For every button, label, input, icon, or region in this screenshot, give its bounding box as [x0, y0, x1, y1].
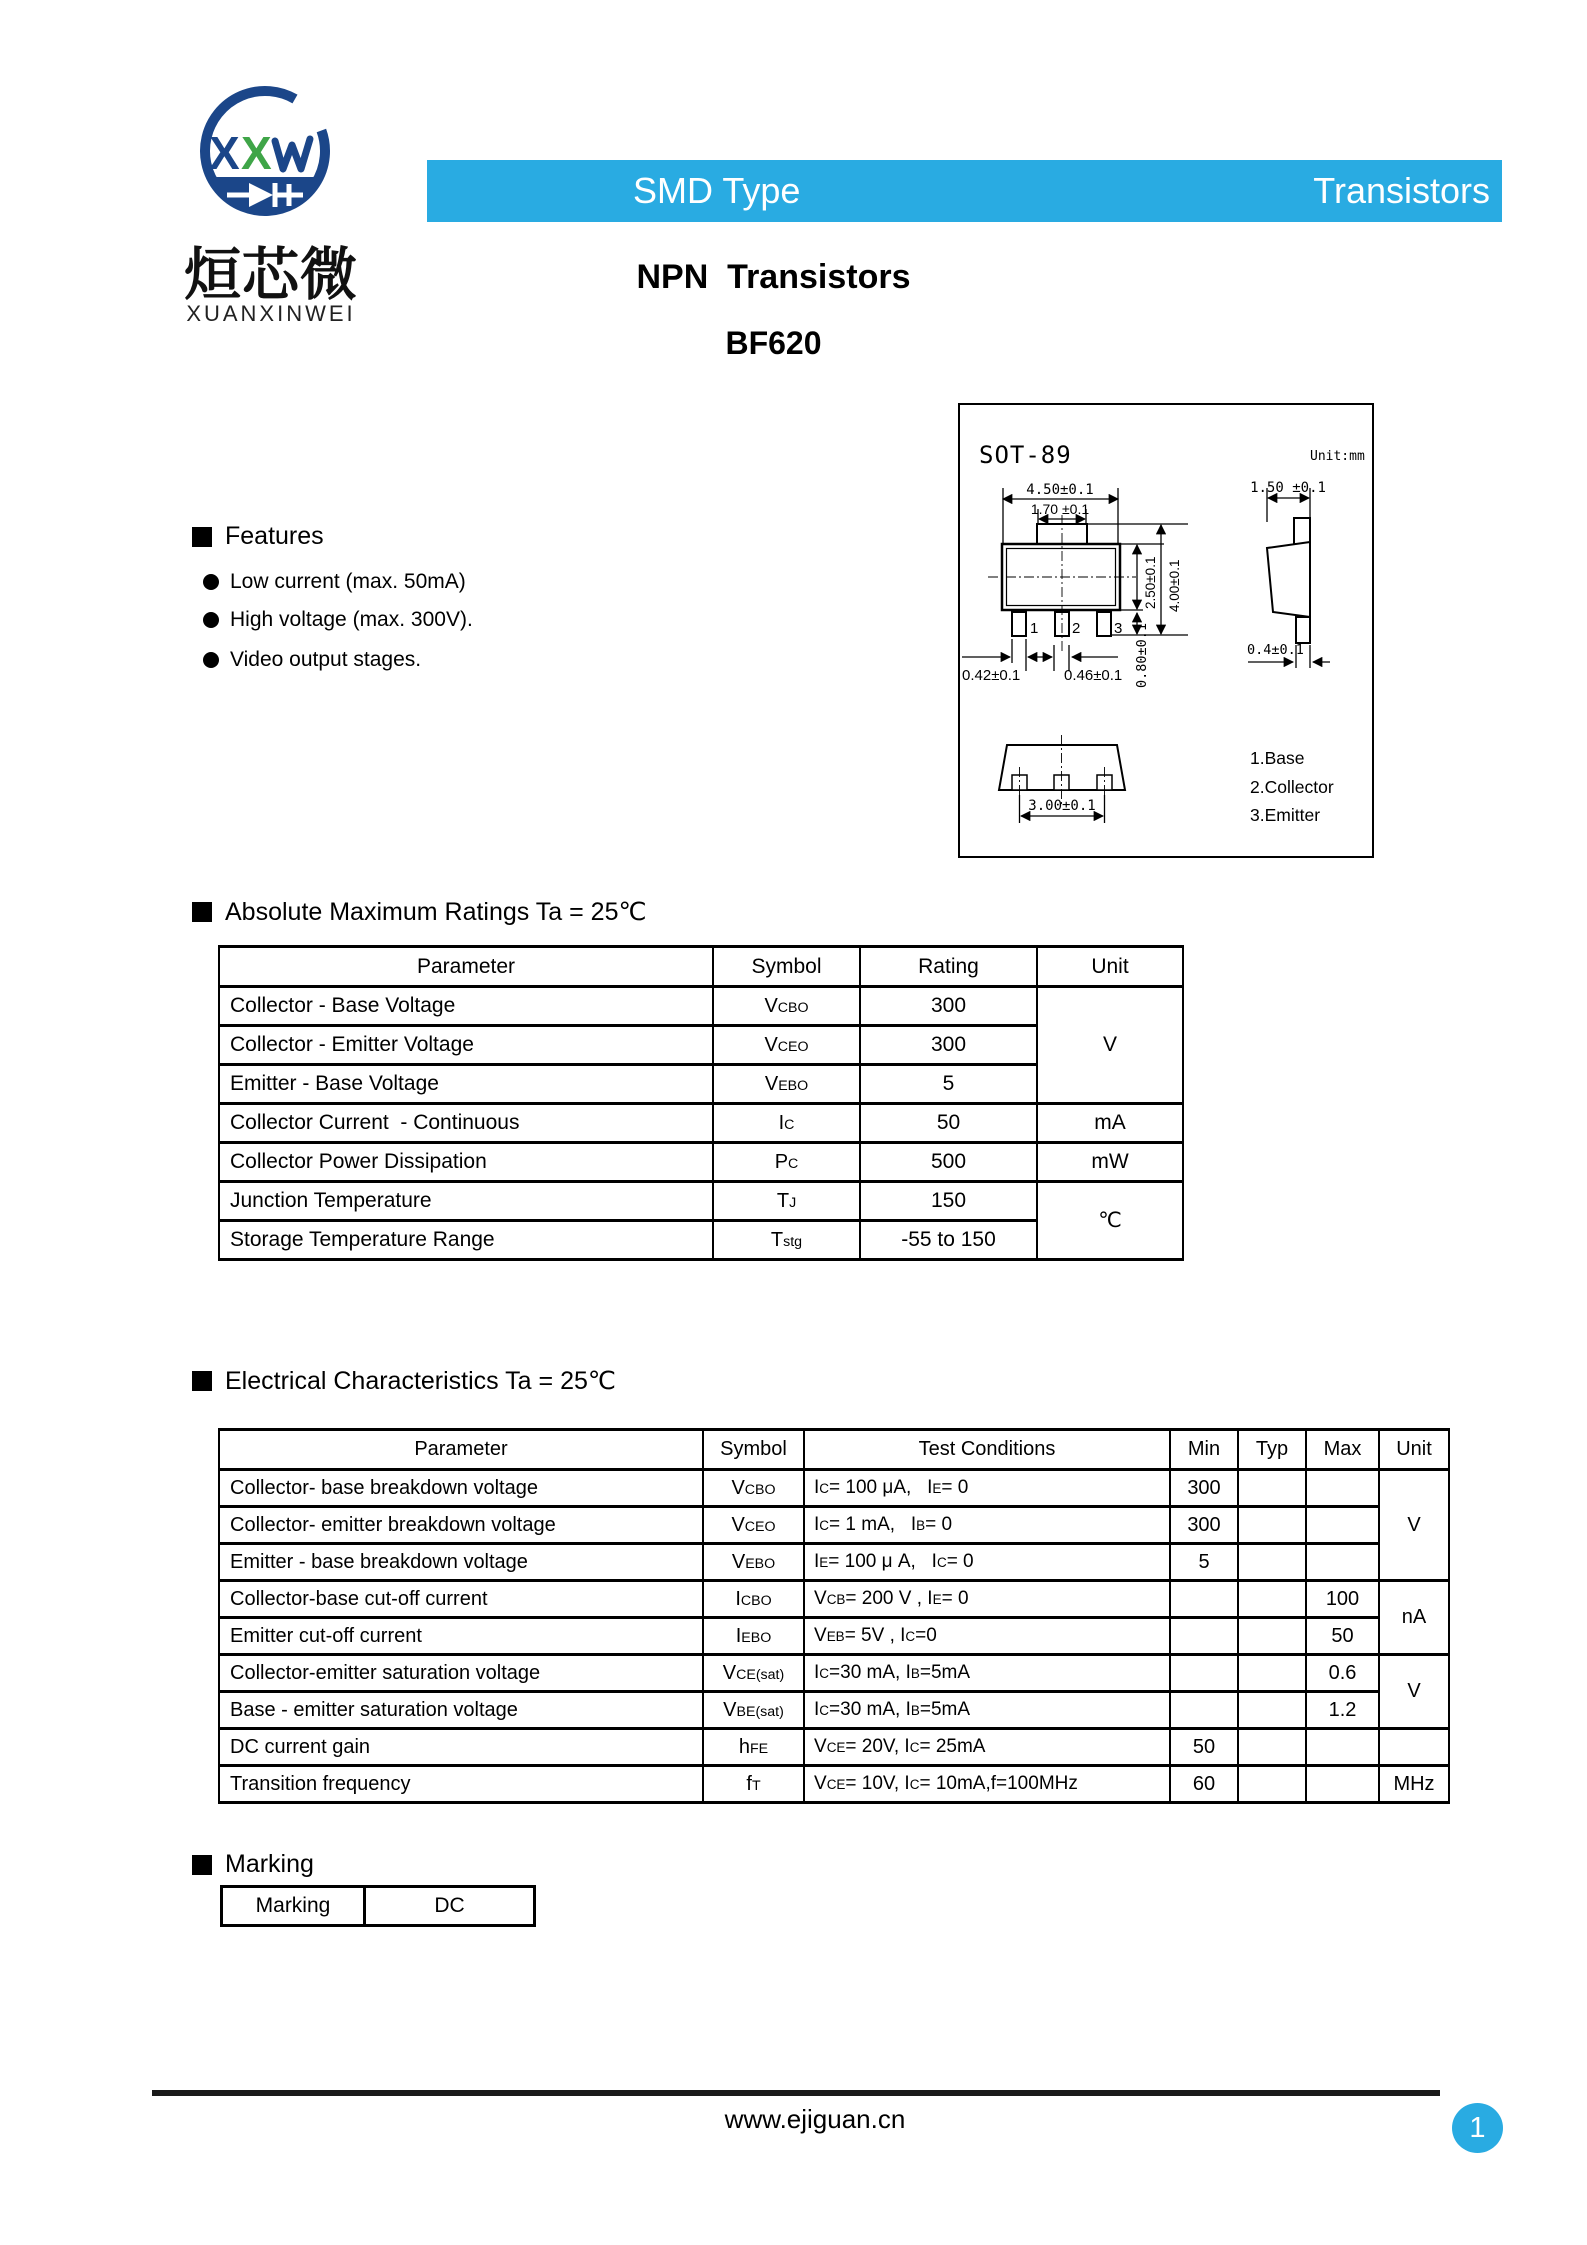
- table-row: [222, 1887, 535, 1926]
- company-name-cn: 烜芯微: [184, 243, 358, 307]
- page-number: 1: [1469, 2111, 1486, 2144]
- parameter-cell: Collector Current - Continuous: [219, 1104, 713, 1143]
- title-block: [0, 258, 1547, 362]
- max-cell: [1306, 1507, 1379, 1544]
- bullet-dot-icon: [203, 612, 219, 628]
- parameter-cell: Collector- emitter breakdown voltage: [219, 1507, 703, 1544]
- min-cell: 300: [1170, 1507, 1238, 1544]
- parameter-cell: DC current gain: [219, 1729, 703, 1766]
- table-row: [219, 1766, 1449, 1803]
- conditions-cell: IE= 100 μ A, IC= 0: [804, 1544, 1170, 1581]
- elec-heading: [192, 1366, 616, 1396]
- unit-cell: V: [1379, 1655, 1449, 1729]
- parameter-cell: Transition frequency: [219, 1766, 703, 1803]
- pin-legend-collector: 2.Collector: [1250, 777, 1334, 797]
- conditions-cell: IC=30 mA, IB=5mA: [804, 1655, 1170, 1692]
- banner-left-label: SMD Type: [633, 170, 801, 211]
- elec-table: [218, 1428, 1450, 1804]
- marking-table: [220, 1885, 536, 1927]
- max-cell: 50: [1306, 1618, 1379, 1655]
- svg-text:X: X: [209, 127, 240, 179]
- feature-item-label: Video output stages.: [230, 648, 422, 671]
- package-name: SOT-89: [979, 441, 1072, 469]
- abs-max-table: [218, 945, 1184, 1261]
- symbol-cell: VEBO: [713, 1065, 860, 1104]
- dim-lead-width: 0.46±0.1: [1064, 667, 1123, 684]
- symbol-cell: hFE: [703, 1729, 804, 1766]
- unit-cell: mA: [1037, 1104, 1183, 1143]
- feature-item: [203, 648, 421, 672]
- dim-side-width: 1.50 ±0.1: [1250, 480, 1326, 496]
- marking-value-cell: DC: [365, 1887, 535, 1926]
- page-title: NPN Transistors: [636, 258, 911, 296]
- dim-lead-length: 0.80±0.1: [1134, 622, 1150, 688]
- section-square-icon: [192, 527, 212, 547]
- dim-lead-thickness: 0.4±0.1: [1247, 642, 1304, 658]
- col-max: Max: [1306, 1430, 1379, 1470]
- typ-cell: [1238, 1470, 1306, 1507]
- header-banner: [427, 160, 1502, 222]
- table-row: [219, 1692, 1449, 1729]
- table-row: [219, 987, 1183, 1026]
- feature-item-label: Low current (max. 50mA): [230, 570, 466, 593]
- min-cell: 300: [1170, 1470, 1238, 1507]
- conditions-cell: VCE= 20V, IC= 25mA: [804, 1729, 1170, 1766]
- package-drawing-box: [958, 403, 1374, 858]
- section-square-icon: [192, 1855, 212, 1875]
- typ-cell: [1238, 1618, 1306, 1655]
- parameter-cell: Storage Temperature Range: [219, 1221, 713, 1260]
- rating-cell: -55 to 150: [860, 1221, 1037, 1260]
- dim-body-height: 2.50±0.1: [1143, 556, 1158, 609]
- conditions-cell: IC= 1 mA, IB= 0: [804, 1507, 1170, 1544]
- typ-cell: [1238, 1581, 1306, 1618]
- symbol-cell: VEBO: [703, 1544, 804, 1581]
- rating-cell: 300: [860, 1026, 1037, 1065]
- max-cell: [1306, 1544, 1379, 1581]
- dim-total-height: 4.00±0.1: [1167, 559, 1182, 612]
- feature-item-label: High voltage (max. 300V).: [230, 608, 473, 631]
- table-row: [219, 1507, 1449, 1544]
- abs-max-heading-label: Absolute Maximum Ratings Ta = 25℃: [225, 898, 647, 926]
- parameter-cell: Collector Power Dissipation: [219, 1143, 713, 1182]
- parameter-cell: Collector-emitter saturation voltage: [219, 1655, 703, 1692]
- symbol-cell: IC: [713, 1104, 860, 1143]
- pin-number-1: 1: [1030, 620, 1039, 637]
- table-header-row: [219, 947, 1183, 987]
- symbol-cell: IEBO: [703, 1618, 804, 1655]
- dim-lead-left: 0.42±0.1: [962, 667, 1021, 684]
- dim-bottom-pitch: 3.00±0.1: [1028, 798, 1096, 814]
- part-number: BF620: [725, 325, 822, 361]
- pin-number-3: 3: [1114, 620, 1123, 637]
- unit-cell: V: [1379, 1470, 1449, 1581]
- bullet-dot-icon: [203, 652, 219, 668]
- max-cell: [1306, 1766, 1379, 1803]
- package-unit: Unit:mm: [1310, 449, 1365, 464]
- symbol-cell: VCBO: [703, 1470, 804, 1507]
- symbol-cell: PC: [713, 1143, 860, 1182]
- pin-legend-base: 1.Base: [1250, 748, 1305, 768]
- typ-cell: [1238, 1507, 1306, 1544]
- symbol-cell: TJ: [713, 1182, 860, 1221]
- section-square-icon: [192, 1371, 212, 1391]
- typ-cell: [1238, 1544, 1306, 1581]
- unit-cell: nA: [1379, 1581, 1449, 1655]
- typ-cell: [1238, 1766, 1306, 1803]
- unit-cell: MHz: [1379, 1766, 1449, 1803]
- parameter-cell: Collector- base breakdown voltage: [219, 1470, 703, 1507]
- min-cell: 5: [1170, 1544, 1238, 1581]
- col-rating: Rating: [860, 947, 1037, 987]
- parameter-cell: Emitter - base breakdown voltage: [219, 1544, 703, 1581]
- conditions-cell: IC= 100 μA, IE= 0: [804, 1470, 1170, 1507]
- col-symbol: Symbol: [703, 1430, 804, 1470]
- table-row: [219, 1729, 1449, 1766]
- conditions-cell: VCE= 10V, IC= 10mA,f=100MHz: [804, 1766, 1170, 1803]
- marking-heading-label: Marking: [225, 1850, 314, 1878]
- dim-top-width: 4.50±0.1: [1026, 482, 1094, 498]
- unit-cell: [1379, 1729, 1449, 1766]
- pin-legend-emitter: 3.Emitter: [1250, 805, 1321, 825]
- parameter-cell: Collector-base cut-off current: [219, 1581, 703, 1618]
- company-name-en: XUANXINWEI: [186, 301, 356, 326]
- min-cell: 50: [1170, 1729, 1238, 1766]
- typ-cell: [1238, 1655, 1306, 1692]
- col-unit: Unit: [1379, 1430, 1449, 1470]
- max-cell: 100: [1306, 1581, 1379, 1618]
- symbol-cell: VCE(sat): [703, 1655, 804, 1692]
- unit-cell: mW: [1037, 1143, 1183, 1182]
- table-row: [219, 1581, 1449, 1618]
- marking-label-cell: Marking: [222, 1887, 365, 1926]
- symbol-cell: VBE(sat): [703, 1692, 804, 1729]
- max-cell: [1306, 1470, 1379, 1507]
- rating-cell: 500: [860, 1143, 1037, 1182]
- dim-tab-width: 1.70 ±0.1: [1030, 501, 1090, 517]
- unit-cell: V: [1037, 987, 1183, 1104]
- min-cell: [1170, 1581, 1238, 1618]
- min-cell: 60: [1170, 1766, 1238, 1803]
- feature-item: [203, 570, 466, 594]
- col-typ: Typ: [1238, 1430, 1306, 1470]
- min-cell: [1170, 1655, 1238, 1692]
- col-test-conditions: Test Conditions: [804, 1430, 1170, 1470]
- features-heading-label: Features: [225, 522, 324, 550]
- footer-website: www.ejiguan.cn: [724, 2104, 906, 2134]
- symbol-cell: VCBO: [713, 987, 860, 1026]
- col-parameter: Parameter: [219, 947, 713, 987]
- parameter-cell: Base - emitter saturation voltage: [219, 1692, 703, 1729]
- col-unit: Unit: [1037, 947, 1183, 987]
- elec-heading-label: Electrical Characteristics Ta = 25℃: [225, 1367, 616, 1395]
- table-row: [219, 1104, 1183, 1143]
- conditions-cell: IC=30 mA, IB=5mA: [804, 1692, 1170, 1729]
- max-cell: 0.6: [1306, 1655, 1379, 1692]
- parameter-cell: Junction Temperature: [219, 1182, 713, 1221]
- symbol-cell: ICBO: [703, 1581, 804, 1618]
- typ-cell: [1238, 1692, 1306, 1729]
- footer-divider: [152, 2090, 1440, 2096]
- symbol-cell: VCEO: [713, 1026, 860, 1065]
- max-cell: 1.2: [1306, 1692, 1379, 1729]
- typ-cell: [1238, 1729, 1306, 1766]
- symbol-cell: fT: [703, 1766, 804, 1803]
- table-row: [219, 1655, 1449, 1692]
- table-row: [219, 1544, 1449, 1581]
- svg-text:X: X: [241, 127, 272, 179]
- company-logo-icon: [197, 85, 333, 225]
- min-cell: [1170, 1618, 1238, 1655]
- table-row: [219, 1470, 1449, 1507]
- table-row: [219, 1182, 1183, 1221]
- col-min: Min: [1170, 1430, 1238, 1470]
- section-square-icon: [192, 902, 212, 922]
- col-symbol: Symbol: [713, 947, 860, 987]
- symbol-cell: VCEO: [703, 1507, 804, 1544]
- table-header-row: [219, 1430, 1449, 1470]
- banner-right-label: Transistors: [1313, 170, 1490, 211]
- rating-cell: 50: [860, 1104, 1037, 1143]
- conditions-cell: VEB= 5V , IC=0: [804, 1618, 1170, 1655]
- parameter-cell: Collector - Emitter Voltage: [219, 1026, 713, 1065]
- bullet-dot-icon: [203, 574, 219, 590]
- min-cell: [1170, 1692, 1238, 1729]
- features-heading: [192, 522, 324, 551]
- table-row: [219, 1143, 1183, 1182]
- conditions-cell: VCB= 200 V , IE= 0: [804, 1581, 1170, 1618]
- unit-cell: ℃: [1037, 1182, 1183, 1260]
- abs-max-heading: [192, 897, 647, 927]
- parameter-cell: Emitter - Base Voltage: [219, 1065, 713, 1104]
- package-outline-drawing: [960, 405, 1372, 856]
- rating-cell: 5: [860, 1065, 1037, 1104]
- table-row: [219, 1618, 1449, 1655]
- parameter-cell: Emitter cut-off current: [219, 1618, 703, 1655]
- feature-item: [203, 608, 473, 632]
- max-cell: [1306, 1729, 1379, 1766]
- marking-heading: [192, 1850, 314, 1879]
- rating-cell: 300: [860, 987, 1037, 1026]
- page-number-badge: [1452, 2103, 1503, 2153]
- symbol-cell: Tstg: [713, 1221, 860, 1260]
- pin-number-2: 2: [1072, 620, 1081, 637]
- parameter-cell: Collector - Base Voltage: [219, 987, 713, 1026]
- col-parameter: Parameter: [219, 1430, 703, 1470]
- rating-cell: 150: [860, 1182, 1037, 1221]
